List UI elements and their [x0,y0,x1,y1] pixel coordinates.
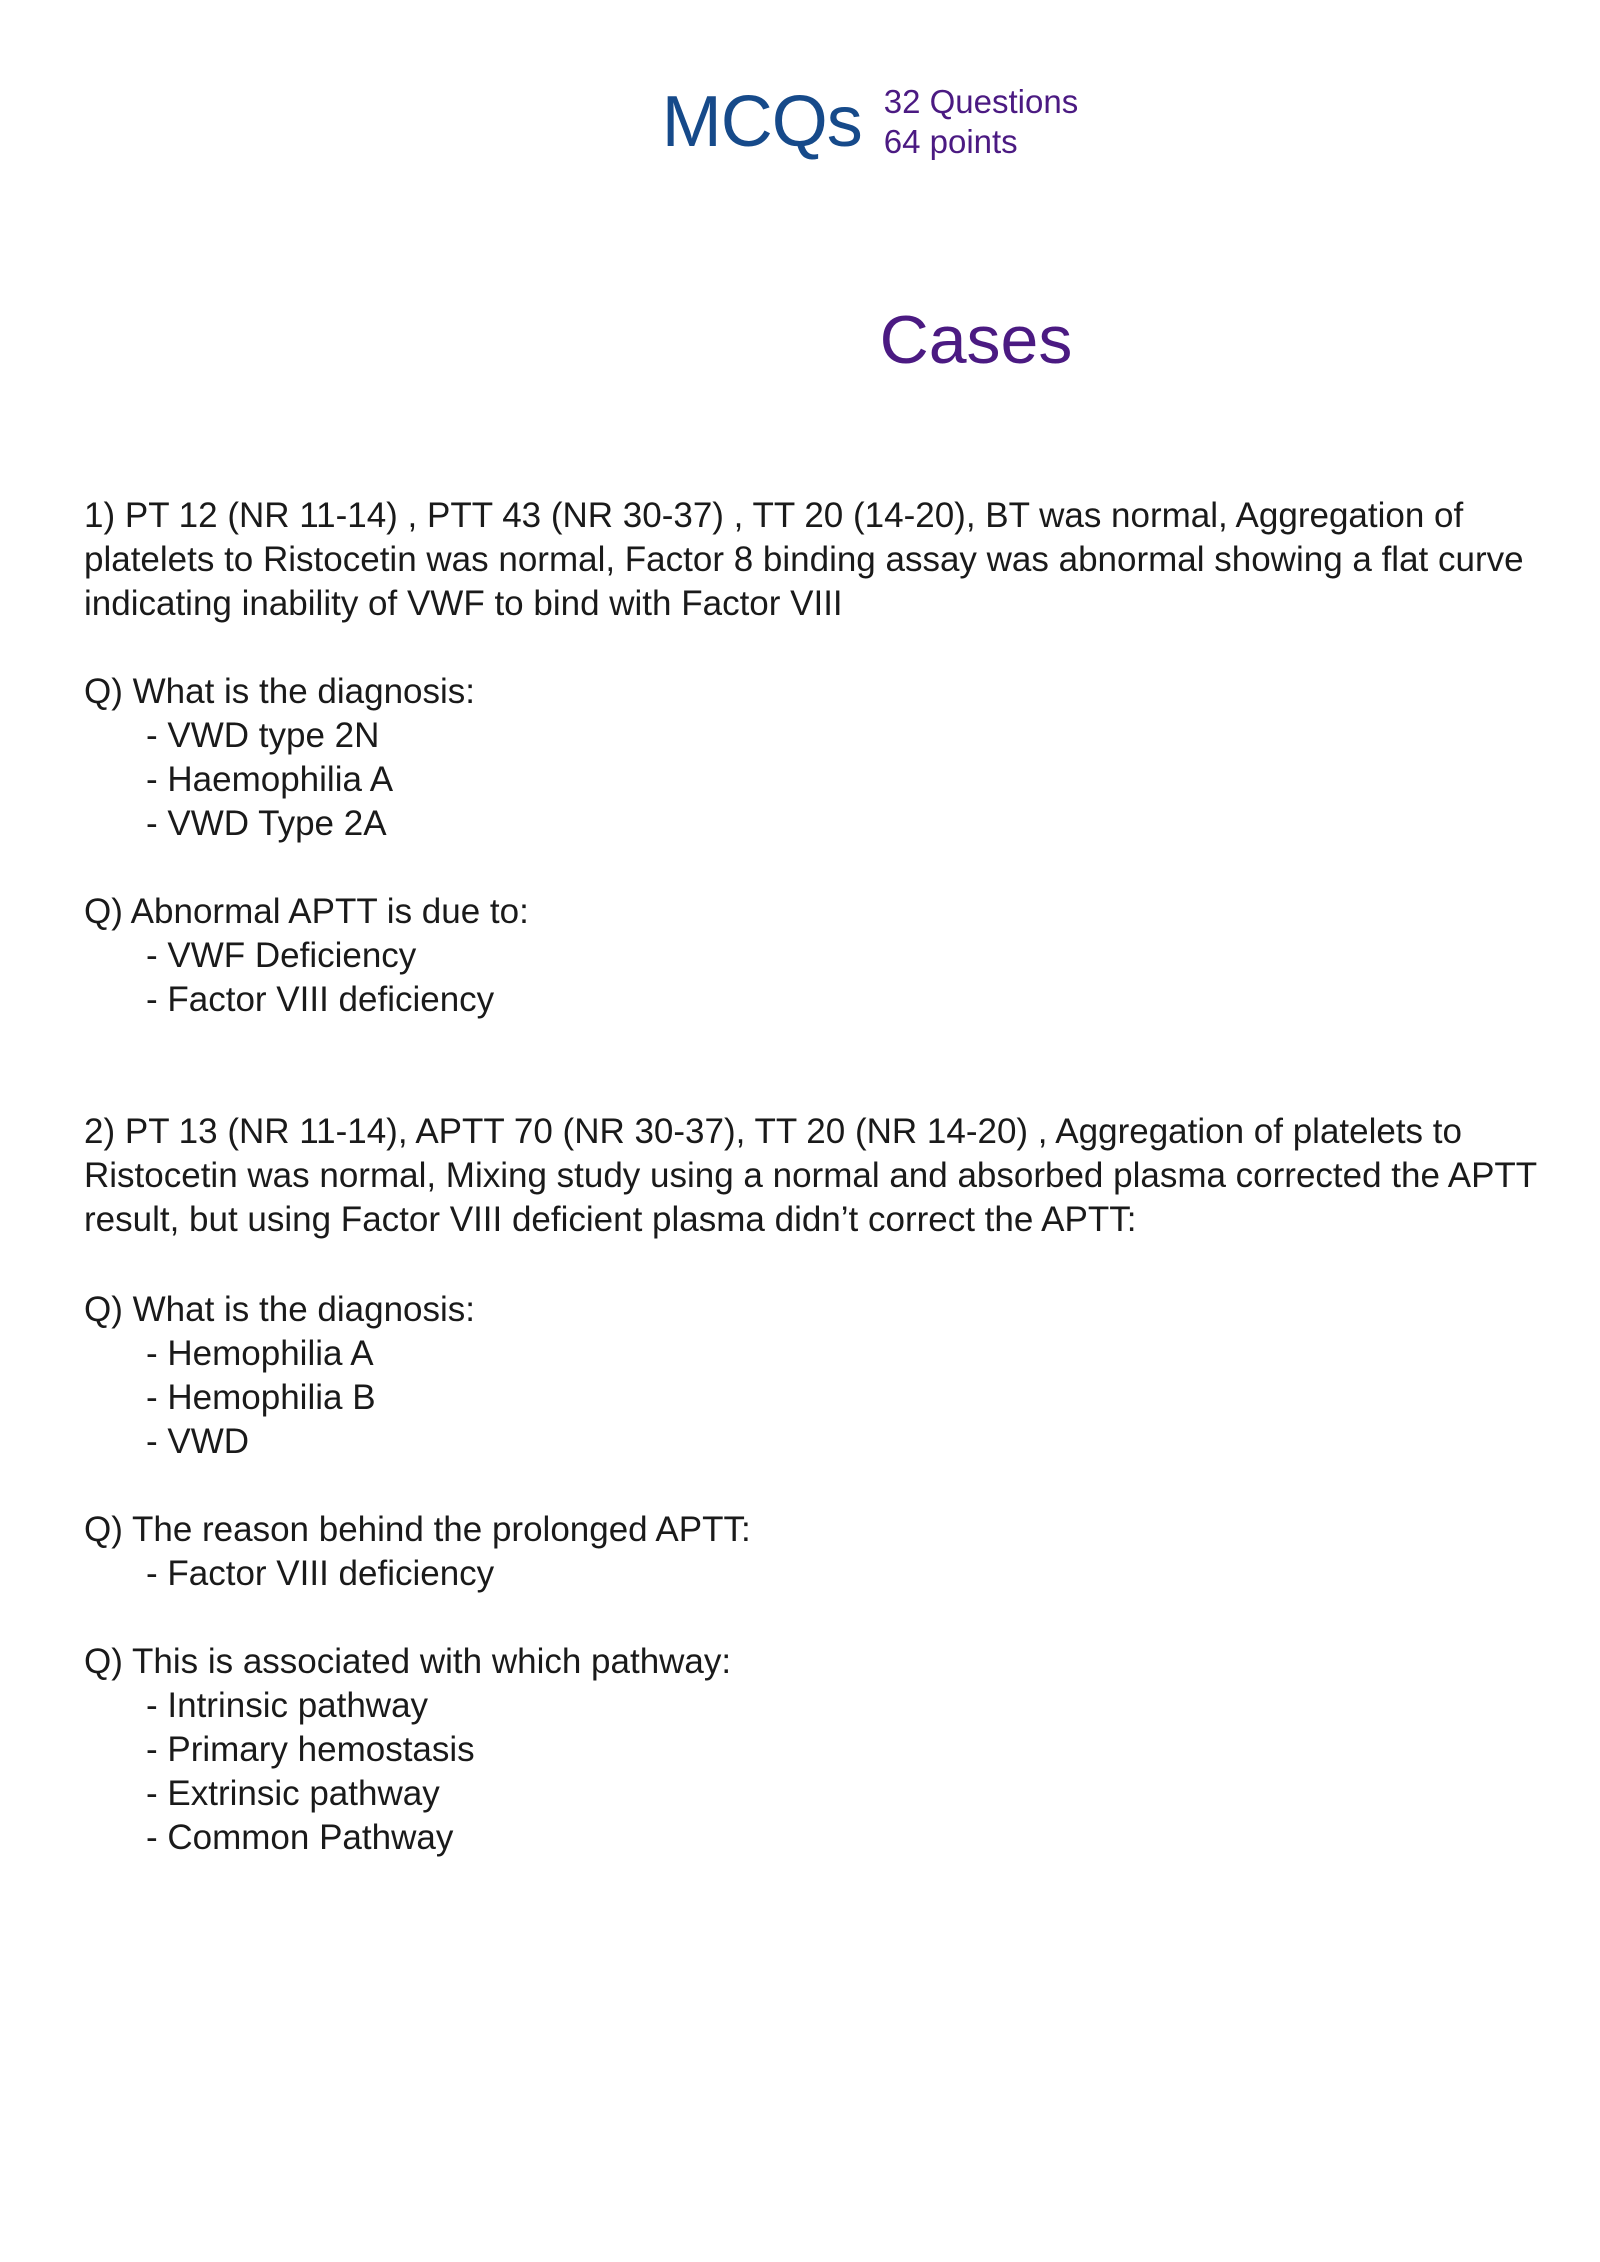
option-list [84,1332,1544,1464]
question-block [84,1288,1544,1464]
option-item: - VWD Type 2A [146,804,387,843]
option-list [84,714,1544,846]
header-inner [662,82,1078,162]
question-prompt: Q) What is the diagnosis: [84,1290,475,1329]
questions-count: 32 Questions [883,83,1079,120]
question-block [84,1640,1544,1860]
option-item: - VWD [146,1422,250,1461]
question-block [84,890,1544,1022]
option-list [84,934,1544,1022]
question-block [84,1508,1544,1596]
case-description: 1) PT 12 (NR 11-14) , PTT 43 (NR 30-37) , TT 20 (14-20), BT was normal, Aggregation of platelets to Ristocetin was normal, Factor 8 binding assay was abnormal showing a flat curve indicating inability of VWF to bind with Factor VIII [84,496,1524,623]
option-list [84,1552,1544,1596]
question-block [84,670,1544,846]
option-item: - VWD type 2N [146,716,380,755]
option-item: - Factor VIII deficiency [146,980,495,1019]
option-item: - Primary hemostasis [146,1730,475,1769]
points-total: 64 points [883,123,1018,160]
option-item: - Factor VIII deficiency [146,1554,495,1593]
mcq-meta [884,82,1078,162]
case-1 [84,494,1544,1022]
question-prompt: Q) The reason behind the prolonged APTT: [84,1510,751,1549]
mcq-title: MCQs [661,82,862,162]
option-item: - Intrinsic pathway [146,1686,429,1725]
page-header [0,82,1600,162]
option-item: - Haemophilia A [146,760,394,799]
option-item: - Hemophilia A [146,1334,374,1373]
option-item: - VWF Deficiency [146,936,417,975]
cases-content [84,494,1544,1860]
option-item: - Extrinsic pathway [146,1774,440,1813]
case-description: 2) PT 13 (NR 11-14), APTT 70 (NR 30-37), TT 20 (NR 14-20) , Aggregation of platelets to Ristocetin was normal, Mixing study using a normal and absorbed plasma corrected the APTT result, but using Factor VIII deficient plasma didn’t correct the APTT: [84,1112,1537,1239]
case-2 [84,1110,1544,1860]
option-list [84,1684,1544,1860]
option-item: - Common Pathway [146,1818,454,1857]
section-title: Cases [879,302,1073,378]
question-prompt: Q) This is associated with which pathway: [84,1642,732,1681]
question-prompt: Q) What is the diagnosis: [84,672,475,711]
option-item: - Hemophilia B [146,1378,376,1417]
question-prompt: Q) Abnormal APTT is due to: [84,892,529,931]
